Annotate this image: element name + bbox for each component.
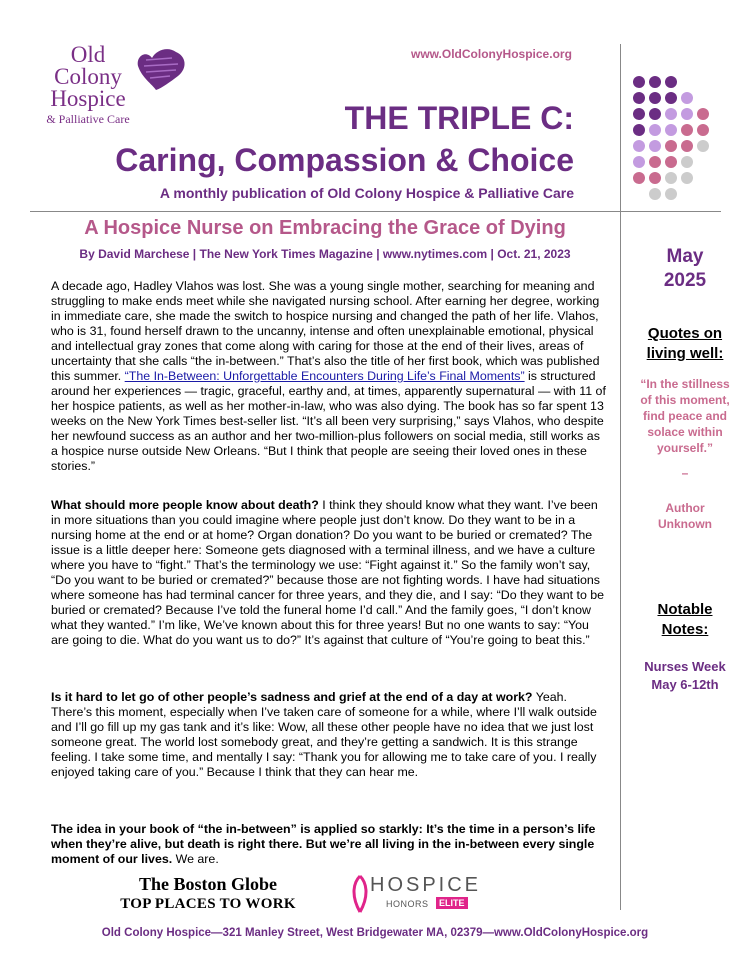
- article-paragraph: [51, 279, 607, 474]
- top-places-tag: TOP PLACES TO WORK: [120, 896, 296, 912]
- notes-heading-line: Notable: [657, 601, 713, 618]
- quote-author-line: Unknown: [658, 517, 712, 531]
- logo: [28, 44, 178, 134]
- honors-elite-badge: ELITE: [436, 897, 468, 909]
- article-qa: [51, 822, 607, 867]
- newsletter-tagline: Caring, Compassion & Choice: [115, 142, 574, 178]
- quote-author-line: Author: [665, 501, 705, 515]
- boston-globe-logo: The Boston Globe: [138, 874, 278, 894]
- answer: I think they should know what they want. I’ve been in more situations than you could imagine where people just don’t know. Do they want to be in a nursing home at the end or at home? Organ donation? Do you want to be buried or cremated? The issue is a little deeper here: Someone gets diagnosed with a terminal illness, and we have a culture where you have to “fight.” That’s the terminology we use: “Fight against it.” So the family won’t say, “Do you want to be buried or cremated?” because those are not fighting words. I have had situations where someone has had terminal cancer for three years, and they die, and I say: “Do they want to be buried or cremated? Because I’ve told the funeral home I’d call.” And the family goes, “I don’t know what they wanted.” I’m like, We’ve known about this for three years! But no one wants to say: “You are going to die. What do you want us to do?” It’s against that culture of “You’re going to beat this.”: [51, 498, 605, 647]
- header-divider-right: [621, 211, 721, 212]
- quotes-heading-line: Quotes on: [647, 325, 723, 342]
- ribbon-icon: [350, 874, 370, 914]
- header-divider: [30, 211, 620, 212]
- hospice-honors-badge: [350, 874, 490, 918]
- article-byline: By David Marchese | The New York Times Magazine | www.nytimes.com | Oct. 21, 2023: [79, 247, 571, 261]
- decorative-dots: [633, 75, 713, 205]
- quote-text: “In the stillness of this moment, find peace and solace within yourself.”: [640, 377, 730, 455]
- issue-year: 2025: [663, 270, 707, 291]
- paragraph-text: A decade ago, Hadley Vlahos was lost. She was a young single mother, searching for meaning and struggling to make ends meet while she navigated nursing school. After earning her degree, working in immediate care, she made the switch to hospice nursing and changed the path of her life. Vlahos, who is 31, found herself drawn to the uncanny, intense and often unexplainable emotional, physical and intellectual gray zones that come along with caring for those at the end of their lives, areas of uncertainty that she calls “the in-between.” That’s also the title of her first book, which was published this summer.: [51, 279, 600, 383]
- article-title: A Hospice Nurse on Embracing the Grace of Dying: [84, 217, 566, 239]
- honors-sub: HONORS: [386, 899, 429, 909]
- issue-month: May: [666, 246, 704, 267]
- honors-word: HOSPICE: [370, 874, 482, 896]
- quotes-heading-line: living well:: [646, 345, 724, 362]
- header-website[interactable]: www.OldColonyHospice.org: [411, 47, 572, 61]
- logo-line-old: Old: [70, 42, 106, 67]
- quotes-heading: [622, 324, 748, 364]
- question: Is it hard to let go of other people’s sadness and grief at the end of a day at work?: [51, 690, 533, 704]
- issue-date: [622, 245, 748, 293]
- logo-line-hospice: Hospice: [50, 86, 126, 111]
- note-line: May 6-12th: [651, 677, 719, 692]
- answer: We are.: [172, 852, 219, 866]
- dot-grid: [633, 76, 709, 200]
- brushstroke-heart-icon: [132, 46, 190, 92]
- notes-heading: [622, 600, 748, 640]
- quote-author: [622, 500, 748, 532]
- newsletter-title: THE TRIPLE C:: [344, 100, 574, 136]
- book-title-link[interactable]: “The In-Between: Unforgettable Encounters During Life’s Final Moments”: [124, 369, 525, 383]
- notes-heading-line: Notes:: [661, 621, 709, 638]
- question: What should more people know about death?: [51, 498, 319, 512]
- quote-dash: –: [681, 466, 689, 480]
- notable-notes: [622, 658, 748, 694]
- paragraph-text: is structured around her experiences — tragic, graceful, earthy and, at times, apparently supernatural — with 11 of her hospice patients, as well as her mother-in-law, who was also dying. The book has so far spent 13 weeks on the New York Times best-seller list. “It’s all been very surprising,” says Vlahos, who despite her newfound success as an author and her two-million-plus followers on social media, still works as a hospice nurse outside New Orleans. “But I think that people are seeing their loved ones in these stories.”: [51, 369, 606, 473]
- logo-text: [28, 44, 148, 126]
- column-divider: [620, 44, 621, 910]
- article-qa: [51, 690, 607, 780]
- footer-address: Old Colony Hospice—321 Manley Street, West Bridgewater MA, 02379—www.OldColonyHospice.org: [101, 927, 649, 939]
- question: The idea in your book of “the in-between” is applied so starkly: It’s the time in a person’s life when they’re alive, but death is right there. But we’re all living in the in-between every single moment of our lives.: [51, 822, 596, 866]
- answer: Yeah. There’s this moment, especially when I’ve taken care of someone for a while, where I’ll walk outside and I’ll go fill up my gas tank and it’s like: Wow, all these other people have no idea that we just lost someone great. The world lost somebody great, and they’re getting a sandwich. It is this strange feeling. I take some time, and mentally I say: “Thank you for allowing me to take care of you. I really enjoyed taking care of you.” Because I think that they can hear me.: [51, 690, 597, 779]
- logo-line-palliative: & Palliative Care: [46, 112, 130, 126]
- article-qa: [51, 498, 607, 648]
- boston-globe-award: [118, 874, 298, 914]
- newsletter-subtitle: A monthly publication of Old Colony Hospice & Palliative Care: [159, 185, 574, 201]
- note-line: Nurses Week: [644, 659, 726, 674]
- logo-line-colony: Colony: [54, 64, 122, 89]
